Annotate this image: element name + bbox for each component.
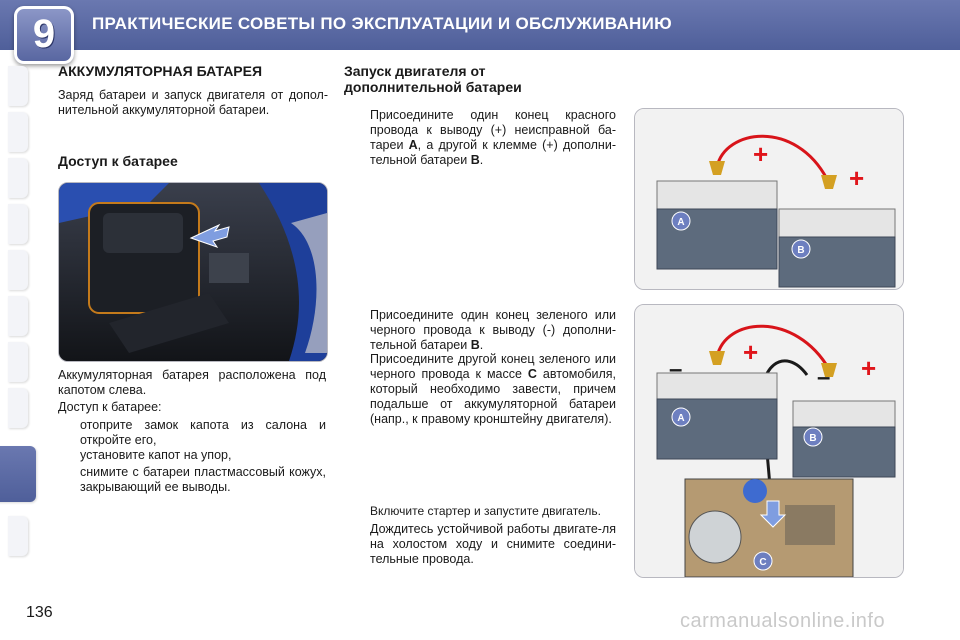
list-item [370,504,616,519]
chapter-tab[interactable] [8,388,28,428]
list-item [370,308,616,353]
figure-ground-cable [634,304,904,578]
label-b: B [797,245,805,256]
chapter-number: 9 [32,12,56,56]
step-text: снимите с батареи пластмассовый кожух, закрывающий ее выводы. [80,465,326,494]
step-text: Включите стартер и запустите двигатель. [370,504,601,518]
engine-bay-photo [58,182,328,362]
access-title: Доступ к батарее [58,153,178,169]
plus-sign: + [743,337,759,367]
section-title: АККУМУЛЯТОРНАЯ БАТАРЕЯ [58,63,263,79]
step-text: Присоедините другой конец зеленого или черного провода к массе [370,352,616,381]
page-number: 136 [26,604,53,621]
right-title-line2: дополнительной батареи [344,79,522,95]
page-header [0,0,960,50]
step-text: автомобиля, который необходимо завести, причем подальше от аккумуляторной батареи (напр., к правому кронштейну двигателя). [370,367,616,426]
minus-sign: – [669,356,683,383]
list-item [80,448,326,463]
list-item [370,522,616,567]
access-lead: Доступ к батарее: [58,400,162,414]
list-item [370,108,616,168]
chapter-title: ПРАКТИЧЕСКИЕ СОВЕТЫ ПО ЭКСПЛУАТАЦИИ И ОБСЛУЖИВАНИЮ [92,14,672,33]
step-text: Дождитесь устойчивой работы двигате-ля на холостом ходу и снимите соедини-тельные провода. [370,522,616,566]
battery-b-ref: B [470,338,480,352]
chapter-tab[interactable] [8,204,28,244]
figure-red-cable [634,108,904,290]
step-text: установите капот на упор, [80,448,232,462]
label-c: C [759,557,767,568]
list-item [80,465,326,495]
chapter-tab[interactable] [8,342,28,382]
step-text: . [479,338,484,352]
chapter-tab[interactable] [8,66,28,106]
step-text: Присоедините один конец красного провода к выводу (+) неисправной ба-тареи [370,108,616,152]
list-item [370,352,616,427]
label-b: B [809,433,817,444]
list-item [80,418,326,448]
chapter-tabs [0,60,30,580]
chapter-tab[interactable] [8,516,28,556]
step-text: отоприте замок капота из салона и откройте его, [80,418,326,447]
step-text: Присоедините один конец зеленого или черного провода к выводу (-) дополни-тельной батареи [370,308,616,352]
engine-inset [685,479,853,577]
step-text: , а другой к клемме (+) дополни-тельной батареи [370,138,616,167]
plus-sign: + [753,139,769,169]
watermark: carmanualsonline.info [680,610,886,632]
plus-sign: + [861,353,877,383]
battery-a-ref: A [408,138,418,152]
chapter-tab[interactable] [8,250,28,290]
chapter-badge [14,6,74,64]
location-text: Аккумуляторная батарея расположена под капотом слева. [58,368,326,397]
chapter-tab[interactable] [8,112,28,152]
minus-sign: – [817,364,831,391]
intro-text: Заряд батареи и запуск двигателя от допол-нительной аккумуляторной батареи. [58,88,328,117]
chapter-tab[interactable] [8,158,28,198]
step-text: . [479,153,484,167]
label-a: A [677,413,685,424]
chapter-tab-active[interactable] [0,446,36,502]
ground-c-ref: C [527,367,537,381]
battery-b-ref: B [470,153,480,167]
right-title-line1: Запуск двигателя от [344,63,486,79]
plus-sign: + [849,163,865,193]
label-a: A [677,217,685,228]
chapter-tab[interactable] [8,296,28,336]
